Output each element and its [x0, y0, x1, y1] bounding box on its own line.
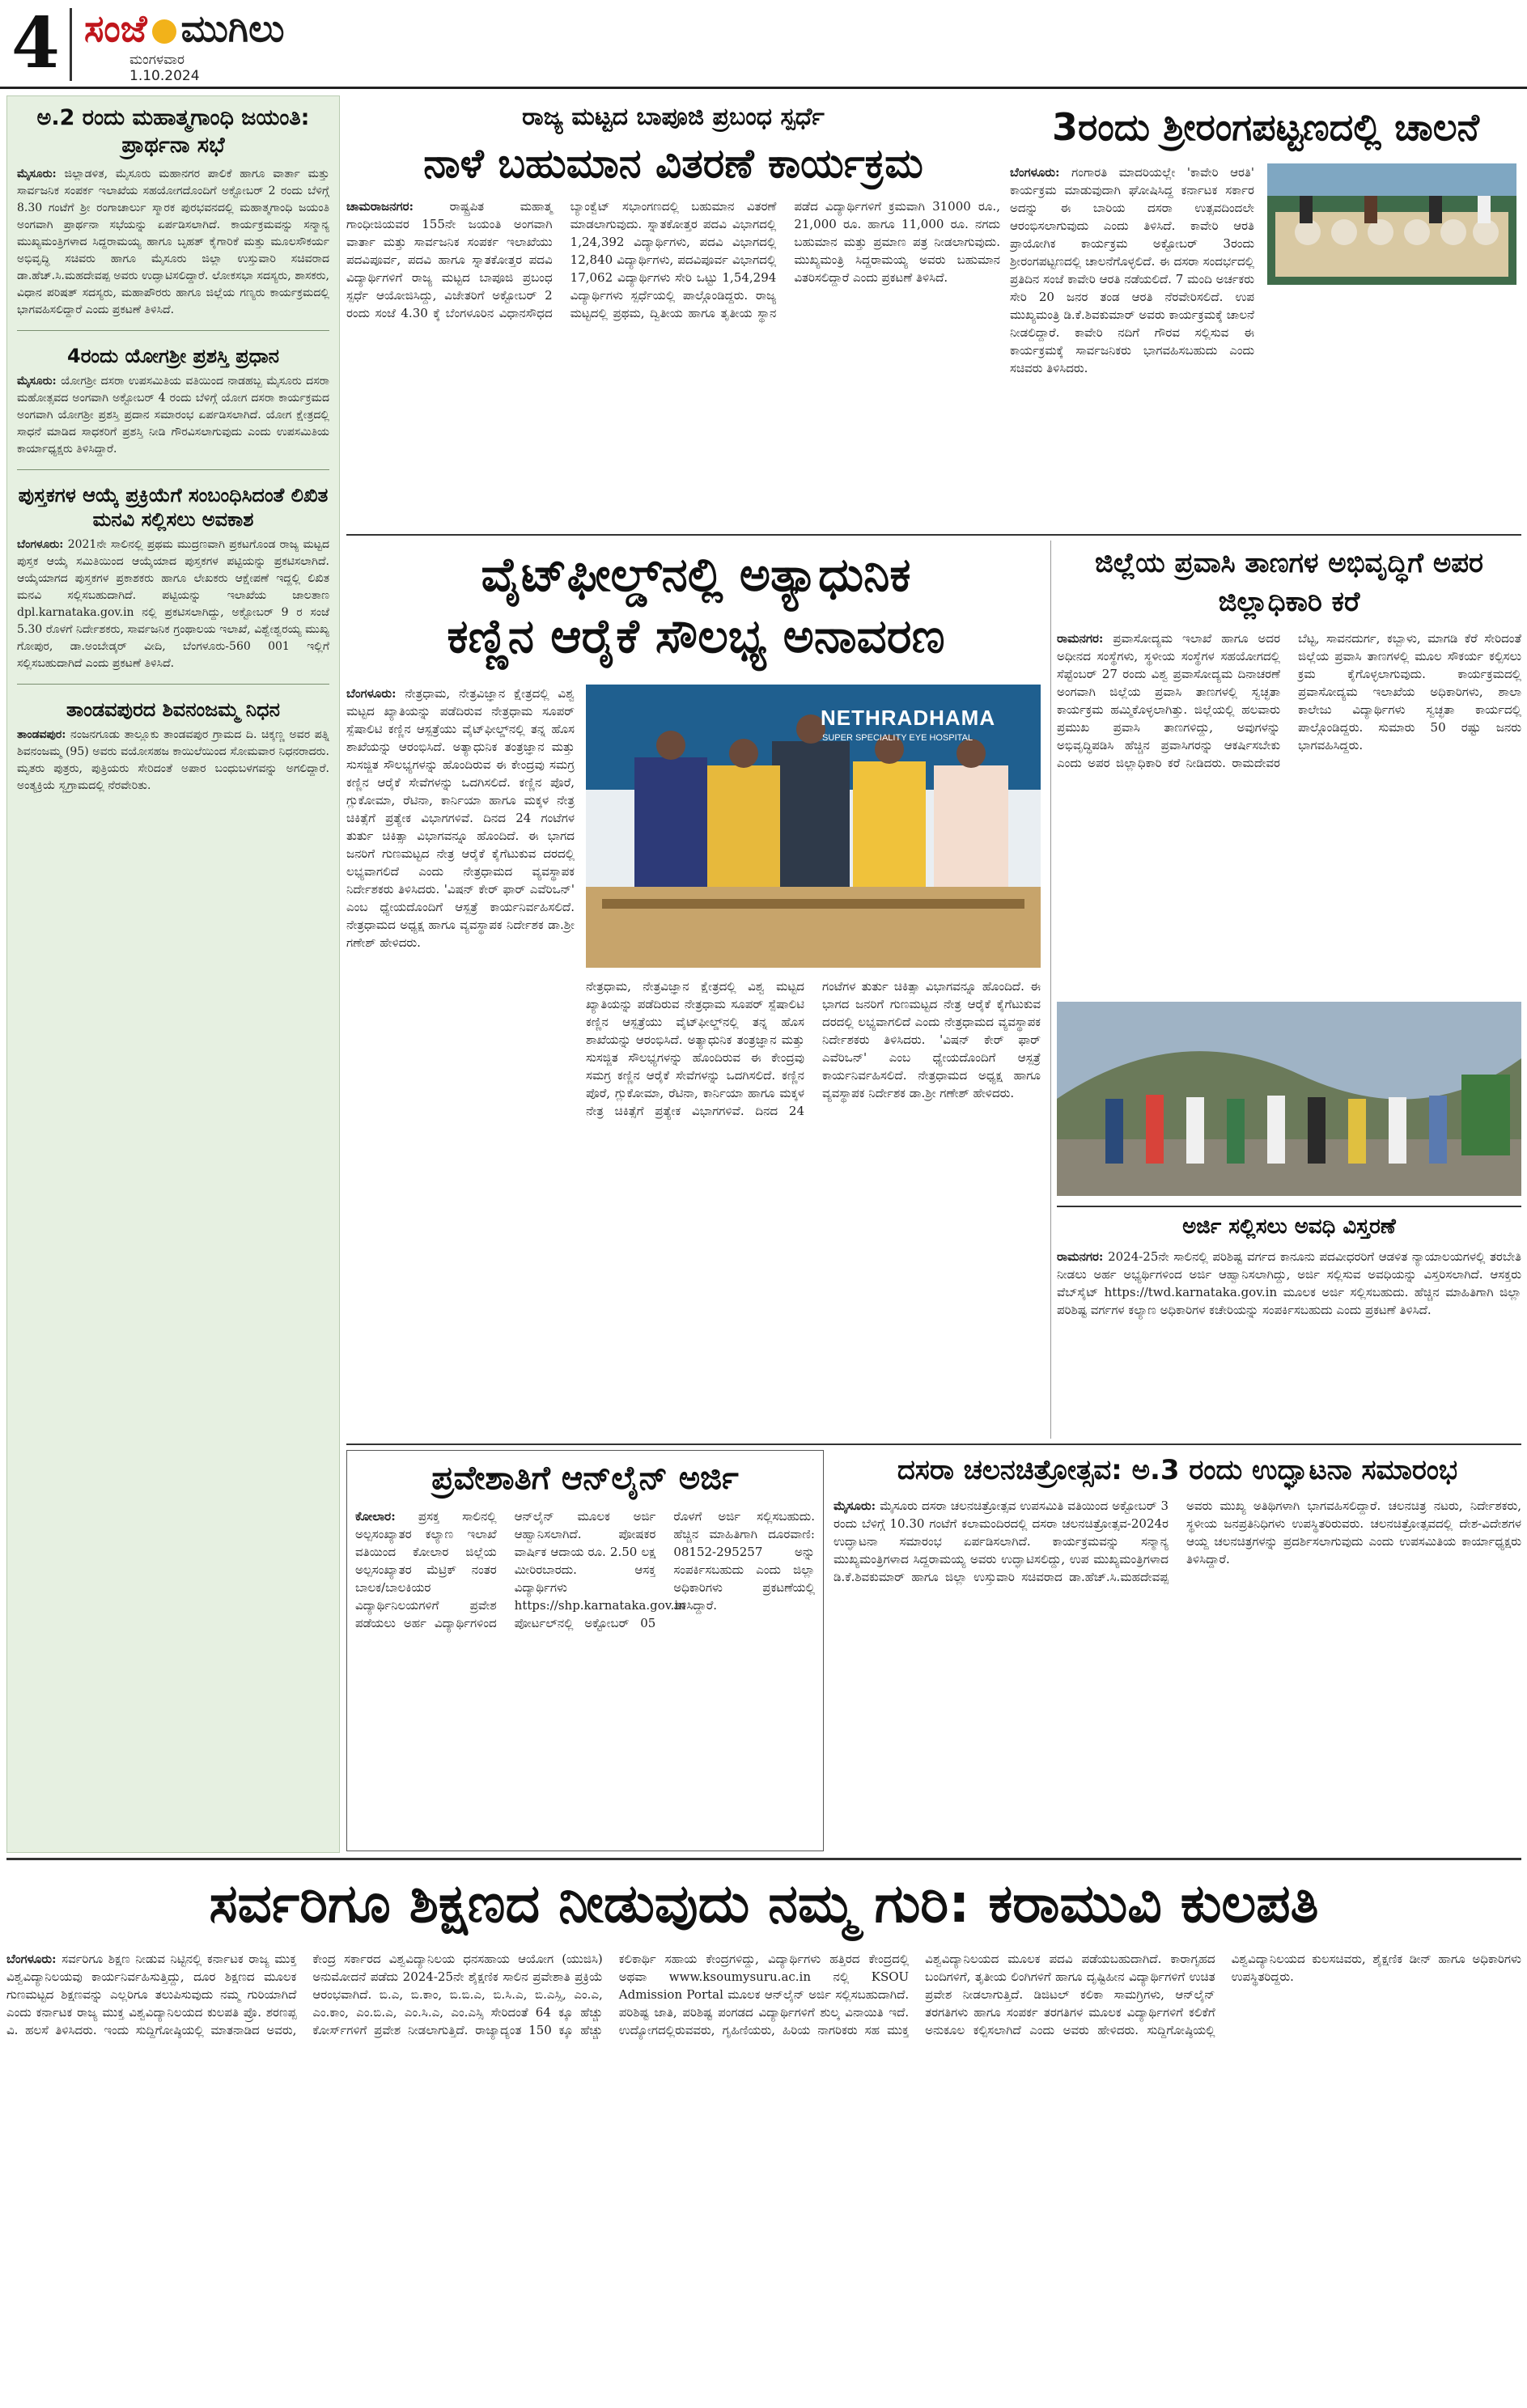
issue-date: 1.10.2024	[129, 68, 200, 84]
article-body	[355, 1507, 815, 1839]
article-text: ರಾಷ್ಟ್ರಪಿತ ಮಹಾತ್ಮ ಗಾಂಧೀಜಿಯವರ 155ನೇ ಜಯಂತಿ ಅಂಗವಾಗಿ ವಾರ್ತಾ ಮತ್ತು ಸಾರ್ವಜನಿಕ ಸಂಪರ್ಕ ಇಲಾಖೆಯು ಪದವಿಪೂರ್ವ, ಪದವಿ ಹಾಗೂ ಸ್ನಾತಕೋತ್ತರ ಪದವಿ ವಿದ್ಯಾರ್ಥಿಗಳಿಗೆ ರಾಜ್ಯ ಮಟ್ಟದ ಬಾಪೂಜಿ ಪ್ರಬಂಧ ಸ್ಪರ್ಧೆ ಆಯೋಜಿಸಿದ್ದು, ವಿಜೇತರಿಗೆ ಅಕ್ಟೋಬರ್ 2 ರಂದು ಸಂಜೆ 4.30 ಕ್ಕೆ ಬೆಂಗಳೂರಿನ ವಿಧಾನಸೌಧದ ಬ್ಯಾಂಕ್ವೆಟ್ ಸಭಾಂಗಣದಲ್ಲಿ ಬಹುಮಾನ ವಿತರಣೆ ಮಾಡಲಾಗುವುದು. ಸ್ನಾತಕೋತ್ತರ ಪದವಿ ವಿಭಾಗದಲ್ಲಿ 1,24,392 ವಿದ್ಯಾರ್ಥಿಗಳು, ಪದವಿ ವಿಭಾಗದಲ್ಲಿ 12,840 ವಿದ್ಯಾರ್ಥಿಗಳು, ಪದವಿಪೂರ್ವ ವಿಭಾಗದಲ್ಲಿ 17,062 ವಿದ್ಯಾರ್ಥಿಗಳು ಸೇರಿ ಒಟ್ಟು 1,54,294 ವಿದ್ಯಾರ್ಥಿಗಳು ಸ್ಪರ್ಧೆಯಲ್ಲಿ ಪಾಲ್ಗೊಂಡಿದ್ದರು. ರಾಜ್ಯ ಮಟ್ಟದಲ್ಲಿ ಪ್ರಥಮ, ದ್ವಿತೀಯ ಹಾಗೂ ತೃತೀಯ ಸ್ಥಾನ ಪಡೆದ ವಿದ್ಯಾರ್ಥಿಗಳಿಗೆ ಕ್ರಮವಾಗಿ 31000 ರೂ., 21,000 ರೂ. ಹಾಗೂ 11,000 ರೂ. ನಗದು ಬಹುಮಾನ ಮತ್ತು ಪ್ರಮಾಣ ಪತ್ರ ನೀಡಲಾಗುವುದು. ಮುಖ್ಯಮಂತ್ರಿ ಸಿದ್ದರಾಮಯ್ಯ ಅವರು ಬಹುಮಾನ ವಿತರಿಸಲಿದ್ದಾರೆ ಎಂದು ಪ್ರಕಟಣೆ ತಿಳಿಸಿದೆ.	[346, 199, 1000, 320]
brand-sub: ಮುಗಿಲು	[180, 6, 285, 50]
dateline	[129, 52, 200, 84]
story-body	[17, 373, 329, 458]
article-text: ನೇತ್ರಧಾಮ, ನೇತ್ರವಿಜ್ಞಾನ ಕ್ಷೇತ್ರದಲ್ಲಿ ವಿಶ್ವ ಮಟ್ಟದ ಖ್ಯಾತಿಯನ್ನು ಪಡೆದಿರುವ ನೇತ್ರಧಾಮ ಸೂಪರ್ ಸ್ಪೆಷಾಲಿಟಿ ಕಣ್ಣಿನ ಆಸ್ಪತ್ರೆಯು ವೈಟ್‌ಫೀಲ್ಡ್‌ನಲ್ಲಿ ತನ್ನ ಹೊಸ ಶಾಖೆಯನ್ನು ಆರಂಭಿಸಿದೆ. ಅತ್ಯಾಧುನಿಕ ತಂತ್ರಜ್ಞಾನ ಮತ್ತು ಸುಸಜ್ಜಿತ ಸೌಲಭ್ಯಗಳನ್ನು ಹೊಂದಿರುವ ಈ ಕೇಂದ್ರವು ಸಮಗ್ರ ಕಣ್ಣಿನ ಆರೈಕೆ ಸೇವೆಗಳನ್ನು ಒದಗಿಸಲಿದೆ. ಕಣ್ಣಿನ ಪೊರೆ, ಗ್ಲುಕೋಮಾ, ರೆಟಿನಾ, ಕಾರ್ನಿಯಾ ಹಾಗೂ ಮಕ್ಕಳ ನೇತ್ರ ಚಿಕಿತ್ಸೆಗೆ ಪ್ರತ್ಯೇಕ ವಿಭಾಗಗಳಿವೆ. ದಿನದ 24 ಗಂಟೆಗಳ ತುರ್ತು ಚಿಕಿತ್ಸಾ ವಿಭಾಗವನ್ನೂ ಹೊಂದಿದೆ. ಈ ಭಾಗದ ಜನರಿಗೆ ಗುಣಮಟ್ಟದ ನೇತ್ರ ಆರೈಕೆ ಕೈಗೆಟುಕುವ ದರದಲ್ಲಿ ಲಭ್ಯವಾಗಲಿದೆ ಎಂದು ನೇತ್ರಧಾಮದ ವ್ಯವಸ್ಥಾಪಕ ನಿರ್ದೇಶಕರು ತಿಳಿಸಿದರು. 'ವಿಷನ್ ಕೇರ್ ಫಾರ್ ಎವೆರಿಒನ್' ಎಂಬ ಧ್ಯೇಯದೊಂದಿಗೆ ಆಸ್ಪತ್ರೆ ಕಾರ್ಯನಿರ್ವಹಿಸಲಿದೆ. ನೇತ್ರಧಾಮದ ಅಧ್ಯಕ್ಷ ಹಾಗೂ ವ್ಯವಸ್ಥಾಪಕ ನಿರ್ದೇಶಕ ಡಾ.ಶ್ರೀ ಗಣೇಶ್ ಹೇಳಿದರು.	[586, 979, 1041, 1118]
brand-main: ಸಂಜೆ	[84, 6, 147, 50]
section-divider	[6, 1858, 1521, 1860]
sidebar-story-yogashri	[17, 330, 329, 458]
article-text: ಗಂಗಾರತಿ ಮಾದರಿಯಲ್ಲೇ 'ಕಾವೇರಿ ಆರತಿ' ಕಾರ್ಯಕ್ರಮ ಮಾಡುವುದಾಗಿ ಘೋಷಿಸಿದ್ದ ಕರ್ನಾಟಕ ಸರ್ಕಾರ ಅದನ್ನು ಈ ಬಾರಿಯ ದಸರಾ ಉತ್ಸವದಿಂದಲೇ ಆರಂಭಿಸಲಾಗುವುದು ಎಂದು ತಿಳಿಸಿದೆ. ಕಾವೇರಿ ಆರತಿ ಪ್ರಾಯೋಗಿಕ ಕಾರ್ಯಕ್ರಮ ಅಕ್ಟೋಬರ್ 3ರಂದು ಶ್ರೀರಂಗಪಟ್ಟಣದಲ್ಲಿ ಚಾಲನೆಗೊಳ್ಳಲಿದೆ. ಈ ದಸರಾ ಸಂದರ್ಭದಲ್ಲಿ ಪ್ರತಿದಿನ ಸಂಜೆ ಕಾವೇರಿ ಆರತಿ ನಡೆಯಲಿದೆ. 7 ಮಂದಿ ಅರ್ಚಕರು ಸೇರಿ 20 ಜನರ ತಂಡ ಆರತಿ ನೆರವೇರಿಸಲಿದೆ. ಉಪ ಮುಖ್ಯಮಂತ್ರಿ ಡಿ.ಕೆ.ಶಿವಕುಮಾರ್ ಅವರು ಕಾರ್ಯಕ್ರಮಕ್ಕೆ ಚಾಲನೆ ನೀಡಲಿದ್ದಾರೆ. ಕಾವೇರಿ ನದಿಗೆ ಗೌರವ ಸಲ್ಲಿಸುವ ಈ ಕಾರ್ಯಕ್ರಮಕ್ಕೆ ಸಾರ್ವಜನಿಕರು ಭಾಗವಹಿಸಬಹುದು ಎಂದು ಸಚಿವರು ತಿಳಿಸಿದರು.	[1010, 165, 1254, 375]
article-text: ಪ್ರಸಕ್ತ ಸಾಲಿನಲ್ಲಿ ಅಲ್ಪಸಂಖ್ಯಾತರ ಕಲ್ಯಾಣ ಇಲಾಖೆ ವತಿಯಿಂದ ಕೋಲಾರ ಜಿಲ್ಲೆಯ ಅಲ್ಪಸಂಖ್ಯಾತರ ಮೆಟ್ರಿಕ್ ನಂತರ ಬಾಲಕ/ಬಾಲಕಿಯರ ವಿದ್ಯಾರ್ಥಿನಿಲಯಗಳಿಗೆ ಪ್ರವೇಶ ಪಡೆಯಲು ಅರ್ಹ ವಿದ್ಯಾರ್ಥಿಗಳಿಂದ ಆನ್‌ಲೈನ್ ಮೂಲಕ ಅರ್ಜಿ ಆಹ್ವಾನಿಸಲಾಗಿದೆ. ಪೋಷಕರ ವಾರ್ಷಿಕ ಆದಾಯ ರೂ. 2.50 ಲಕ್ಷ ಮೀರಿರಬಾರದು. ಆಸಕ್ತ ವಿದ್ಯಾರ್ಥಿಗಳು https://shp.karnataka.gov.in ಪೋರ್ಟಲ್‌ನಲ್ಲಿ ಅಕ್ಟೋಬರ್ 05 ರೊಳಗೆ ಅರ್ಜಿ ಸಲ್ಲಿಸಬಹುದು. ಹೆಚ್ಚಿನ ಮಾಹಿತಿಗಾಗಿ ದೂರವಾಣಿ: 08152-295257 ಅನ್ನು ಸಂಪರ್ಕಿಸಬಹುದು ಎಂದು ಜಿಲ್ಲಾ ಅಧಿಕಾರಿಗಳು ಪ್ರಕಟಣೆಯಲ್ಲಿ ತಿಳಿಸಿದ್ದಾರೆ.	[355, 1509, 815, 1630]
story-byline: ತಾಂಡವಪುರ:	[17, 728, 66, 741]
article-text: ಪ್ರವಾಸೋದ್ಯಮ ಇಲಾಖೆ ಹಾಗೂ ಅದರ ಅಧೀನದ ಸಂಸ್ಥೆಗಳು, ಸ್ಥಳೀಯ ಸಂಸ್ಥೆಗಳ ಸಹಯೋಗದಲ್ಲಿ ಸೆಪ್ಟೆಂಬರ್ 27 ರಂದು ವಿಶ್ವ ಪ್ರವಾಸೋದ್ಯಮ ದಿನಾಚರಣೆ ಅಂಗವಾಗಿ ಜಿಲ್ಲೆಯ ಪ್ರವಾಸಿ ತಾಣಗಳಲ್ಲಿ ಸ್ವಚ್ಛತಾ ಕಾರ್ಯಕ್ರಮ ಹಮ್ಮಿಕೊಳ್ಳಲಾಗಿತ್ತು. ಜಿಲ್ಲೆಯಲ್ಲಿ ಹಲವಾರು ಪ್ರಮುಖ ಪ್ರವಾಸಿ ತಾಣಗಳಿದ್ದು, ಅವುಗಳನ್ನು ಅಭಿವೃದ್ಧಿಪಡಿಸಿ ಹೆಚ್ಚಿನ ಪ್ರವಾಸಿಗರನ್ನು ಆಕರ್ಷಿಸಬೇಕು ಎಂದು ಅಪರ ಜಿಲ್ಲಾಧಿಕಾರಿ ಕರೆ ನೀಡಿದರು. ರಾಮದೇವರ ಬೆಟ್ಟ, ಸಾವನದುರ್ಗ, ಕಬ್ಬಾಳು, ಮಾಗಡಿ ಕೆರೆ ಸೇರಿದಂತೆ ಜಿಲ್ಲೆಯ ಪ್ರವಾಸಿ ತಾಣಗಳಲ್ಲಿ ಮೂಲ ಸೌಕರ್ಯ ಕಲ್ಪಿಸಲು ಕ್ರಮ ಕೈಗೊಳ್ಳಲಾಗುವುದು. ಕಾರ್ಯಕ್ರಮದಲ್ಲಿ ಪ್ರವಾಸೋದ್ಯಮ ಇಲಾಖೆಯ ಅಧಿಕಾರಿಗಳು, ಶಾಲಾ ಕಾಲೇಜು ವಿದ್ಯಾರ್ಥಿಗಳು ಸ್ವಚ್ಛತಾ ಕಾರ್ಯದಲ್ಲಿ ಪಾಲ್ಗೊಂಡಿದ್ದರು. ಸುಮಾರು 50 ರಷ್ಟು ಜನರು ಭಾಗವಹಿಸಿದ್ದರು.	[1057, 631, 1521, 770]
article-body	[1010, 163, 1254, 528]
hospital-launch-photo	[586, 685, 1041, 968]
story-headline: 4ರಂದು ಯೋಗಶ್ರೀ ಪ್ರಶಸ್ತಿ ಪ್ರಧಾನ	[67, 345, 279, 367]
kaveri-aarti-photo	[1267, 163, 1516, 285]
story-headline: ಪುಸ್ತಕಗಳ ಆಯ್ಕೆ ಪ್ರಕ್ರಿಯೆಗೆ ಸಂಬಂಧಿಸಿದಂತೆ ಲಿಖಿತ ಮನವಿ ಸಲ್ಲಿಸಲು ಅವಕಾಶ	[18, 484, 329, 531]
article-byline: ಬೆಂಗಳೂರು:	[6, 1952, 57, 1966]
article-byline: ರಾಮನಗರ:	[1057, 631, 1104, 646]
issue-day: ಮಂಗಳವಾರ	[129, 52, 185, 68]
article-headline: ನಾಳೆ ಬಹುಮಾನ ವಿತರಣೆ ಕಾರ್ಯಕ್ರಮ	[423, 140, 923, 187]
story-text: ಜಿಲ್ಲಾಡಳಿತ, ಮೈಸೂರು ಮಹಾನಗರ ಪಾಲಿಕೆ ಹಾಗೂ ವಾರ್ತಾ ಮತ್ತು ಸಾರ್ವಜನಿಕ ಸಂಪರ್ಕ ಇಲಾಖೆಯ ಸಹಯೋಗದೊಂದಿಗೆ ಅಕ್ಟೋಬರ್ 2 ರಂದು ಬೆಳಿಗ್ಗೆ 8.30 ಗಂಟೆಗೆ ಶ್ರೀ ರಂಗಾಚಾರ್ಲು ಸ್ಮಾರಕ ಪುರಭವನದಲ್ಲಿ ಮಹಾತ್ಮಗಾಂಧಿ ಜಯಂತಿ ಅಂಗವಾಗಿ ಪ್ರಾರ್ಥನಾ ಸಭೆಯನ್ನು ಏರ್ಪಡಿಸಲಾಗಿದೆ. ಕಾರ್ಯಕ್ರಮವನ್ನು ಸನ್ಮಾನ್ಯ ಮುಖ್ಯಮಂತ್ರಿಗಳಾದ ಸಿದ್ದರಾಮಯ್ಯ ಹಾಗೂ ಬೃಹತ್ ಕೈಗಾರಿಕೆ ಮತ್ತು ಮೂಲಸೌಕರ್ಯ ಅಭಿವೃದ್ಧಿ ಸಚಿವರು ಹಾಗೂ ಮೈಸೂರು ಜಿಲ್ಲಾ ಉಸ್ತುವಾರಿ ಸಚಿವರಾದ ಡಾ.ಹೆಚ್.ಸಿ.ಮಹದೇವಪ್ಪ ಅವರು ಉದ್ಘಾಟಿಸಲಿದ್ದಾರೆ. ಲೋಕಸಭಾ ಸದಸ್ಯರು, ಶಾಸಕರು, ವಿಧಾನ ಪರಿಷತ್ ಸದಸ್ಯರು, ಮಹಾಪೌರರು ಹಾಗೂ ಜಿಲ್ಲೆಯ ಗಣ್ಯರು ಕಾರ್ಯಕ್ರಮದಲ್ಲಿ ಭಾಗವಹಿಸಲಿದ್ದಾರೆ ಎಂದು ಪ್ರಕಟಣೆ ತಿಳಿಸಿದೆ.	[17, 167, 330, 316]
article-body-lead	[346, 685, 575, 1437]
article-byline: ಕೋಲಾರ:	[355, 1509, 396, 1524]
article-headline: ಅರ್ಜಿ ಸಲ್ಲಿಸಲು ಅವಧಿ ವಿಸ್ತರಣೆ	[1182, 1215, 1396, 1239]
article-bapuji-essay	[346, 95, 1000, 532]
article-byline: ರಾಮನಗರ:	[1057, 1249, 1104, 1264]
article-body	[833, 1497, 1521, 1845]
story-byline: ಮೈಸೂರು:	[17, 375, 57, 388]
sidebar-story-books	[17, 469, 329, 672]
story-body	[17, 727, 329, 795]
article-body	[346, 197, 1000, 521]
sidebar-briefs	[6, 95, 340, 1853]
headline-line-2: ಕಣ್ಣಿನ ಆರೈಕೆ ಸೌಲಭ್ಯ ಅನಾವರಣ	[447, 608, 945, 663]
article-body	[1057, 1248, 1521, 1434]
article-byline: ಬೆಂಗಳೂರು:	[346, 686, 397, 701]
photo-banner-text: NETHRADHAMA	[821, 706, 996, 730]
article-body	[6, 1950, 1521, 2393]
sidebar-story-gandhi	[17, 104, 329, 319]
article-body-continued	[586, 977, 1041, 1439]
article-headline: ಪ್ರವೇಶಾತಿಗೆ ಆನ್‌ಲೈನ್ ಅರ್ಜಿ	[431, 1460, 739, 1497]
story-text: 2021ನೇ ಸಾಲಿನಲ್ಲಿ ಪ್ರಥಮ ಮುದ್ರಣವಾಗಿ ಪ್ರಕಟಗೊಂಡ ರಾಜ್ಯ ಮಟ್ಟದ ಪುಸ್ತಕ ಆಯ್ಕೆ ಸಮಿತಿಯಿಂದ ಆಯ್ಕೆಯಾದ ಪುಸ್ತಕಗಳ ಪಟ್ಟಿಯನ್ನು ಪ್ರಕಟಿಸಲಾಗಿದೆ. ಆಯ್ಕೆಯಾಗದ ಪುಸ್ತಕಗಳ ಪ್ರಕಾಶಕರು ಹಾಗೂ ಲೇಖಕರು ಆಕ್ಷೇಪಣೆ ಇದ್ದಲ್ಲಿ ಲಿಖಿತ ಮನವಿ ಸಲ್ಲಿಸಬಹುದಾಗಿದೆ. ಪಟ್ಟಿಯನ್ನು ಇಲಾಖೆಯ ಜಾಲತಾಣ dpl.karnataka.gov.in ನಲ್ಲಿ ಪ್ರಕಟಿಸಲಾಗಿದ್ದು, ಅಕ್ಟೋಬರ್ 9 ರ ಸಂಜೆ 5.30 ರೊಳಗೆ ನಿರ್ದೇಶಕರು, ಸಾರ್ವಜನಿಕ ಗ್ರಂಥಾಲಯ ಇಲಾಖೆ, ವಿಶ್ವೇಶ್ವರಯ್ಯ ಮುಖ್ಯ ಗೋಪುರ, ಡಾ.ಅಂಬೇಡ್ಕರ್ ವೀದಿ, ಬೆಂಗಳೂರು-560 001 ಇಲ್ಲಿಗೆ ಸಲ್ಲಿಸಬಹುದಾಗಿದೆ ಎಂದು ಪ್ರಕಟಣೆ ತಿಳಿಸಿದೆ.	[17, 538, 330, 670]
article-headline	[346, 544, 1046, 667]
story-text: ನಂಜನಗೂಡು ತಾಲ್ಲೂಕು ತಾಂಡವಪುರ ಗ್ರಾಮದ ದಿ. ಚಿಕ್ಕಣ್ಣ ಅವರ ಪತ್ನಿ ಶಿವನಂಜಮ್ಮ (95) ಅವರು ವಯೋಸಹಜ ಕಾಯಿಲೆಯಿಂದ ಸೋಮವಾರ ನಿಧನರಾದರು. ಮೃತರು ಪುತ್ರರು, ಪುತ್ರಿಯರು ಸೇರಿದಂತೆ ಅಪಾರ ಬಂಧುಬಳಗವನ್ನು ಅಗಲಿದ್ದಾರೆ. ಅಂತ್ಯಕ್ರಿಯೆ ಸ್ವಗ್ರಾಮದಲ್ಲಿ ನೆರವೇರಿತು.	[17, 728, 329, 792]
story-body	[17, 536, 329, 672]
article-headline: 3ರಂದು ಶ್ರೀರಂಗಪಟ್ಟಣದಲ್ಲಿ ಚಾಲನೆ	[1052, 105, 1479, 149]
article-film-festival	[833, 1450, 1521, 1851]
article-deadline-extension	[1057, 1210, 1521, 1439]
story-text: ಯೋಗಶ್ರೀ ದಸರಾ ಉಪಸಮಿತಿಯ ವತಿಯಿಂದ ನಾಡಹಬ್ಬ ಮೈಸೂರು ದಸರಾ ಮಹೋತ್ಸವದ ಅಂಗವಾಗಿ ಅಕ್ಟೋಬರ್ 4 ರಂದು ಬೆಳಿಗ್ಗೆ ಯೋಗ ದಸರಾ ಕಾರ್ಯಕ್ರಮದ ಅಂಗವಾಗಿ ಯೋಗಶ್ರೀ ಪ್ರಶಸ್ತಿ ಪ್ರದಾನ ಸಮಾರಂಭ ಏರ್ಪಡಿಸಲಾಗಿದೆ. ಯೋಗ ಕ್ಷೇತ್ರದಲ್ಲಿ ಸಾಧನೆ ಮಾಡಿದ ಸಾಧಕರಿಗೆ ಪ್ರಶಸ್ತಿ ನೀಡಿ ಗೌರವಿಸಲಾಗುವುದು ಎಂದು ಉಪಸಮಿತಿಯ ಕಾರ್ಯಾಧ್ಯಕ್ಷರು ತಿಳಿಸಿದ್ದಾರೆ.	[17, 375, 329, 456]
masthead	[0, 0, 1527, 89]
article-headline: ಸರ್ವರಿಗೂ ಶಿಕ್ಷಣದ ನೀಡುವುದು ನಮ್ಮ ಗುರಿ: ಕರಾಮುವಿ ಕುಲಪತಿ	[209, 1872, 1319, 1935]
article-text: ಸರ್ವರಿಗೂ ಶಿಕ್ಷಣ ನೀಡುವ ನಿಟ್ಟಿನಲ್ಲಿ ಕರ್ನಾಟಕ ರಾಜ್ಯ ಮುಕ್ತ ವಿಶ್ವವಿದ್ಯಾನಿಲಯವು ಕಾರ್ಯನಿರ್ವಹಿಸುತ್ತಿದ್ದು, ದೂರ ಶಿಕ್ಷಣದ ಮೂಲಕ ಗುಣಮಟ್ಟದ ಶಿಕ್ಷಣವನ್ನು ಎಲ್ಲರಿಗೂ ತಲುಪಿಸುವುದು ನಮ್ಮ ಗುರಿಯಾಗಿದೆ ಎಂದು ಕರ್ನಾಟಕ ರಾಜ್ಯ ಮುಕ್ತ ವಿಶ್ವವಿದ್ಯಾನಿಲಯದ ಕುಲಪತಿ ಪ್ರೊ. ಶರಣಪ್ಪ ವಿ. ಹಲಸೆ ತಿಳಿಸಿದರು. ಇಂದು ಸುದ್ದಿಗೋಷ್ಠಿಯಲ್ಲಿ ಮಾತನಾಡಿದ ಅವರು, ಕೇಂದ್ರ ಸರ್ಕಾರದ ವಿಶ್ವವಿದ್ಯಾನಿಲಯ ಧನಸಹಾಯ ಆಯೋಗ (ಯುಜಿಸಿ) ಅನುಮೋದನೆ ಪಡೆದು 2024-25ನೇ ಶೈಕ್ಷಣಿಕ ಸಾಲಿನ ಪ್ರವೇಶಾತಿ ಪ್ರಕ್ರಿಯೆ ಆರಂಭವಾಗಿದೆ. ಬಿ.ಎ, ಬಿ.ಕಾಂ, ಬಿ.ಬಿ.ಎ, ಬಿ.ಸಿ.ಎ, ಬಿ.ಎಸ್ಸಿ, ಎಂ.ಎ, ಎಂ.ಕಾಂ, ಎಂ.ಬಿ.ಎ, ಎಂ.ಸಿ.ಎ, ಎಂ.ಎಸ್ಸಿ ಸೇರಿದಂತೆ 64 ಕ್ಕೂ ಹೆಚ್ಚು ಕೋರ್ಸ್‌ಗಳಿಗೆ ಪ್ರವೇಶ ನೀಡಲಾಗುತ್ತಿದೆ. ರಾಜ್ಯಾದ್ಯಂತ 150 ಕ್ಕೂ ಹೆಚ್ಚು ಕಲಿಕಾರ್ಥಿ ಸಹಾಯ ಕೇಂದ್ರಗಳಿದ್ದು, ವಿದ್ಯಾರ್ಥಿಗಳು ಹತ್ತಿರದ ಕೇಂದ್ರದಲ್ಲಿ ಅಥವಾ www.ksoumysuru.ac.in ನಲ್ಲಿ KSOU Admission Portal ಮೂಲಕ ಆನ್‌ಲೈನ್ ಅರ್ಜಿ ಸಲ್ಲಿಸಬಹುದಾಗಿದೆ. ಪರಿಶಿಷ್ಟ ಜಾತಿ, ಪರಿಶಿಷ್ಟ ಪಂಗಡದ ವಿದ್ಯಾರ್ಥಿಗಳಿಗೆ ಶುಲ್ಕ ವಿನಾಯಿತಿ ಇದೆ. ಉದ್ಯೋಗದಲ್ಲಿರುವವರು, ಗೃಹಿಣಿಯರು, ಹಿರಿಯ ನಾಗರಿಕರು ಸಹ ಮುಕ್ತ ವಿಶ್ವವಿದ್ಯಾನಿಲಯದ ಮೂಲಕ ಪದವಿ ಪಡೆಯಬಹುದಾಗಿದೆ. ಕಾರಾಗೃಹದ ಬಂದಿಗಳಿಗೆ, ತೃತೀಯ ಲಿಂಗಿಗಳಿಗೆ ಹಾಗೂ ದೃಷ್ಟಿಹೀನ ವಿದ್ಯಾರ್ಥಿಗಳಿಗೆ ಉಚಿತ ಪ್ರವೇಶ ನೀಡಲಾಗುತ್ತಿದೆ. ಡಿಜಿಟಲ್ ಕಲಿಕಾ ಸಾಮಗ್ರಿಗಳು, ಆನ್‌ಲೈನ್ ತರಗತಿಗಳು ಹಾಗೂ ಸಂಪರ್ಕ ತರಗತಿಗಳ ಮೂಲಕ ವಿದ್ಯಾರ್ಥಿಗಳಿಗೆ ಕಲಿಕೆಗೆ ಅನುಕೂಲ ಕಲ್ಪಿಸಲಾಗಿದೆ ಎಂದು ಅವರು ಹೇಳಿದರು. ಸುದ್ದಿಗೋಷ್ಠಿಯಲ್ಲಿ ವಿಶ್ವವಿದ್ಯಾನಿಲಯದ ಕುಲಸಚಿವರು, ಶೈಕ್ಷಣಿಕ ಡೀನ್ ಹಾಗೂ ಅಧಿಕಾರಿಗಳು ಉಪಸ್ಥಿತರಿದ್ದರು.	[6, 1952, 1521, 2037]
section-divider	[346, 1444, 1521, 1445]
article-byline: ಚಾಮರಾಜನಗರ:	[346, 199, 414, 214]
article-byline: ಬೆಂಗಳೂರು:	[1010, 165, 1060, 180]
newspaper-logo	[84, 6, 285, 52]
article-eye-hospital	[346, 541, 1046, 1443]
story-headline: ಅ.2 ರಂದು ಮಹಾತ್ಮಗಾಂಧಿ ಜಯಂತಿ: ಪ್ರಾರ್ಥನಾ ಸಭೆ	[36, 105, 310, 158]
article-byline: ಮೈಸೂರು:	[833, 1499, 876, 1513]
article-srirangapatna	[1010, 95, 1521, 532]
section-divider	[1057, 1206, 1521, 1207]
section-divider	[346, 534, 1521, 536]
article-text: 2024-25ನೇ ಸಾಲಿನಲ್ಲಿ ಪರಿಶಿಷ್ಟ ವರ್ಗದ ಕಾನೂನು ಪದವೀಧರರಿಗೆ ಆಡಳಿತ ನ್ಯಾಯಾಲಯಗಳಲ್ಲಿ ತರಬೇತಿ ನೀಡಲು ಅರ್ಹ ಅಭ್ಯರ್ಥಿಗಳಿಂದ ಅರ್ಜಿ ಆಹ್ವಾನಿಸಲಾಗಿದ್ದು, ಅರ್ಜಿ ಸಲ್ಲಿಸುವ ಅವಧಿಯನ್ನು ವಿಸ್ತರಿಸಲಾಗಿದೆ. ಆಸಕ್ತರು ವೆಬ್‌ಸೈಟ್ https://twd.karnataka.gov.in ಮೂಲಕ ಅರ್ಜಿ ಸಲ್ಲಿಸಬಹುದು. ಹೆಚ್ಚಿನ ಮಾಹಿತಿಗಾಗಿ ಜಿಲ್ಲಾ ಪರಿಶಿಷ್ಟ ವರ್ಗಗಳ ಕಲ್ಯಾಣ ಅಧಿಕಾರಿಗಳ ಕಚೇರಿಯನ್ನು ಸಂಪರ್ಕಿಸಬಹುದು ಎಂದು ಪ್ರಕಟಣೆ ತಿಳಿಸಿದೆ.	[1057, 1249, 1521, 1317]
story-body	[17, 166, 329, 319]
headline-line-1: ವೈಟ್‌ಫೀಲ್ಡ್‌ನಲ್ಲಿ ಅತ್ಯಾಧುನಿಕ	[481, 547, 911, 602]
article-headline: ಜಿಲ್ಲೆಯ ಪ್ರವಾಸಿ ತಾಣಗಳ ಅಭಿವೃದ್ಧಿಗೆ ಅಪರ ಜಿಲ್ಲಾಧಿಕಾರಿ ಕರೆ	[1094, 547, 1484, 618]
column-divider	[1050, 541, 1051, 1439]
story-byline: ಬೆಂಗಳೂರು:	[17, 538, 64, 551]
article-tourism	[1057, 541, 1521, 1204]
article-ksou-vice-chancellor	[6, 1864, 1521, 2402]
masthead-divider	[70, 8, 72, 81]
story-headline: ತಾಂಡವಪುರದ ಶಿವನಂಜಮ್ಮ ನಿಧನ	[66, 698, 280, 721]
cleanliness-drive-photo	[1057, 1002, 1521, 1196]
article-text: ಮೈಸೂರು ದಸರಾ ಚಲನಚಿತ್ರೋತ್ಸವ ಉಪಸಮಿತಿ ವತಿಯಿಂದ ಅಕ್ಟೋಬರ್ 3 ರಂದು ಬೆಳಿಗ್ಗೆ 10.30 ಗಂಟೆಗೆ ಕಲಾಮಂದಿರದಲ್ಲಿ ದಸರಾ ಚಲನಚಿತ್ರೋತ್ಸವ-2024ರ ಉದ್ಘಾಟನಾ ಸಮಾರಂಭ ಏರ್ಪಡಿಸಲಾಗಿದೆ. ಕಾರ್ಯಕ್ರಮವನ್ನು ಸನ್ಮಾನ್ಯ ಮುಖ್ಯಮಂತ್ರಿಗಳಾದ ಸಿದ್ದರಾಮಯ್ಯ ಅವರು ಉದ್ಘಾಟಿಸಲಿದ್ದು, ಉಪ ಮುಖ್ಯಮಂತ್ರಿಗಳಾದ ಡಿ.ಕೆ.ಶಿವಕುಮಾರ್ ಹಾಗೂ ಜಿಲ್ಲಾ ಉಸ್ತುವಾರಿ ಸಚಿವರಾದ ಡಾ.ಹೆಚ್.ಸಿ.ಮಹದೇವಪ್ಪ ಅವರು ಮುಖ್ಯ ಅತಿಥಿಗಳಾಗಿ ಭಾಗವಹಿಸಲಿದ್ದಾರೆ. ಚಲನಚಿತ್ರ ನಟರು, ನಿರ್ದೇಶಕರು, ಸ್ಥಳೀಯ ಜನಪ್ರತಿನಿಧಿಗಳು ಉಪಸ್ಥಿತರಿರುವರು. ಚಲನಚಿತ್ರೋತ್ಸವದಲ್ಲಿ ದೇಶ-ವಿದೇಶಗಳ ಆಯ್ದ ಚಲನಚಿತ್ರಗಳನ್ನು ಪ್ರದರ್ಶಿಸಲಾಗುವುದು ಎಂದು ಉಪಸಮಿತಿಯ ಕಾರ್ಯಾಧ್ಯಕ್ಷರು ತಿಳಿಸಿದ್ದಾರೆ.	[833, 1499, 1521, 1584]
article-body	[1057, 630, 1521, 977]
sidebar-story-obituary	[17, 684, 329, 795]
article-online-application	[346, 1450, 824, 1851]
page-number: 4	[11, 2, 60, 84]
sun-logo-icon	[152, 19, 176, 44]
photo-banner-subtext: SUPER SPECIALITY EYE HOSPITAL	[822, 733, 973, 743]
story-byline: ಮೈಸೂರು:	[17, 167, 57, 180]
article-text: ನೇತ್ರಧಾಮ, ನೇತ್ರವಿಜ್ಞಾನ ಕ್ಷೇತ್ರದಲ್ಲಿ ವಿಶ್ವ ಮಟ್ಟದ ಖ್ಯಾತಿಯನ್ನು ಪಡೆದಿರುವ ನೇತ್ರಧಾಮ ಸೂಪರ್ ಸ್ಪೆಷಾಲಿಟಿ ಕಣ್ಣಿನ ಆಸ್ಪತ್ರೆಯು ವೈಟ್‌ಫೀಲ್ಡ್‌ನಲ್ಲಿ ತನ್ನ ಹೊಸ ಶಾಖೆಯನ್ನು ಆರಂಭಿಸಿದೆ. ಅತ್ಯಾಧುನಿಕ ತಂತ್ರಜ್ಞಾನ ಮತ್ತು ಸುಸಜ್ಜಿತ ಸೌಲಭ್ಯಗಳನ್ನು ಹೊಂದಿರುವ ಈ ಕೇಂದ್ರವು ಸಮಗ್ರ ಕಣ್ಣಿನ ಆರೈಕೆ ಸೇವೆಗಳನ್ನು ಒದಗಿಸಲಿದೆ. ಕಣ್ಣಿನ ಪೊರೆ, ಗ್ಲುಕೋಮಾ, ರೆಟಿನಾ, ಕಾರ್ನಿಯಾ ಹಾಗೂ ಮಕ್ಕಳ ನೇತ್ರ ಚಿಕಿತ್ಸೆಗೆ ಪ್ರತ್ಯೇಕ ವಿಭಾಗಗಳಿವೆ. ದಿನದ 24 ಗಂಟೆಗಳ ತುರ್ತು ಚಿಕಿತ್ಸಾ ವಿಭಾಗವನ್ನೂ ಹೊಂದಿದೆ. ಈ ಭಾಗದ ಜನರಿಗೆ ಗುಣಮಟ್ಟದ ನೇತ್ರ ಆರೈಕೆ ಕೈಗೆಟುಕುವ ದರದಲ್ಲಿ ಲಭ್ಯವಾಗಲಿದೆ ಎಂದು ನೇತ್ರಧಾಮದ ವ್ಯವಸ್ಥಾಪಕ ನಿರ್ದೇಶಕರು ತಿಳಿಸಿದರು. 'ವಿಷನ್ ಕೇರ್ ಫಾರ್ ಎವೆರಿಒನ್' ಎಂಬ ಧ್ಯೇಯದೊಂದಿಗೆ ಆಸ್ಪತ್ರೆ ಕಾರ್ಯನಿರ್ವಹಿಸಲಿದೆ. ನೇತ್ರಧಾಮದ ಅಧ್ಯಕ್ಷ ಹಾಗೂ ವ್ಯವಸ್ಥಾಪಕ ನಿರ್ದೇಶಕ ಡಾ.ಶ್ರೀ ಗಣೇಶ್ ಹೇಳಿದರು.	[346, 686, 575, 950]
article-kicker: ರಾಜ್ಯ ಮಟ್ಟದ ಬಾಪೂಜಿ ಪ್ರಬಂಧ ಸ್ಪರ್ಧೆ	[522, 103, 825, 131]
article-headline: ದಸರಾ ಚಲನಚಿತ್ರೋತ್ಸವ: ಅ.3 ರಂದು ಉದ್ಘಾಟನಾ ಸಮಾರಂಭ	[897, 1454, 1458, 1486]
